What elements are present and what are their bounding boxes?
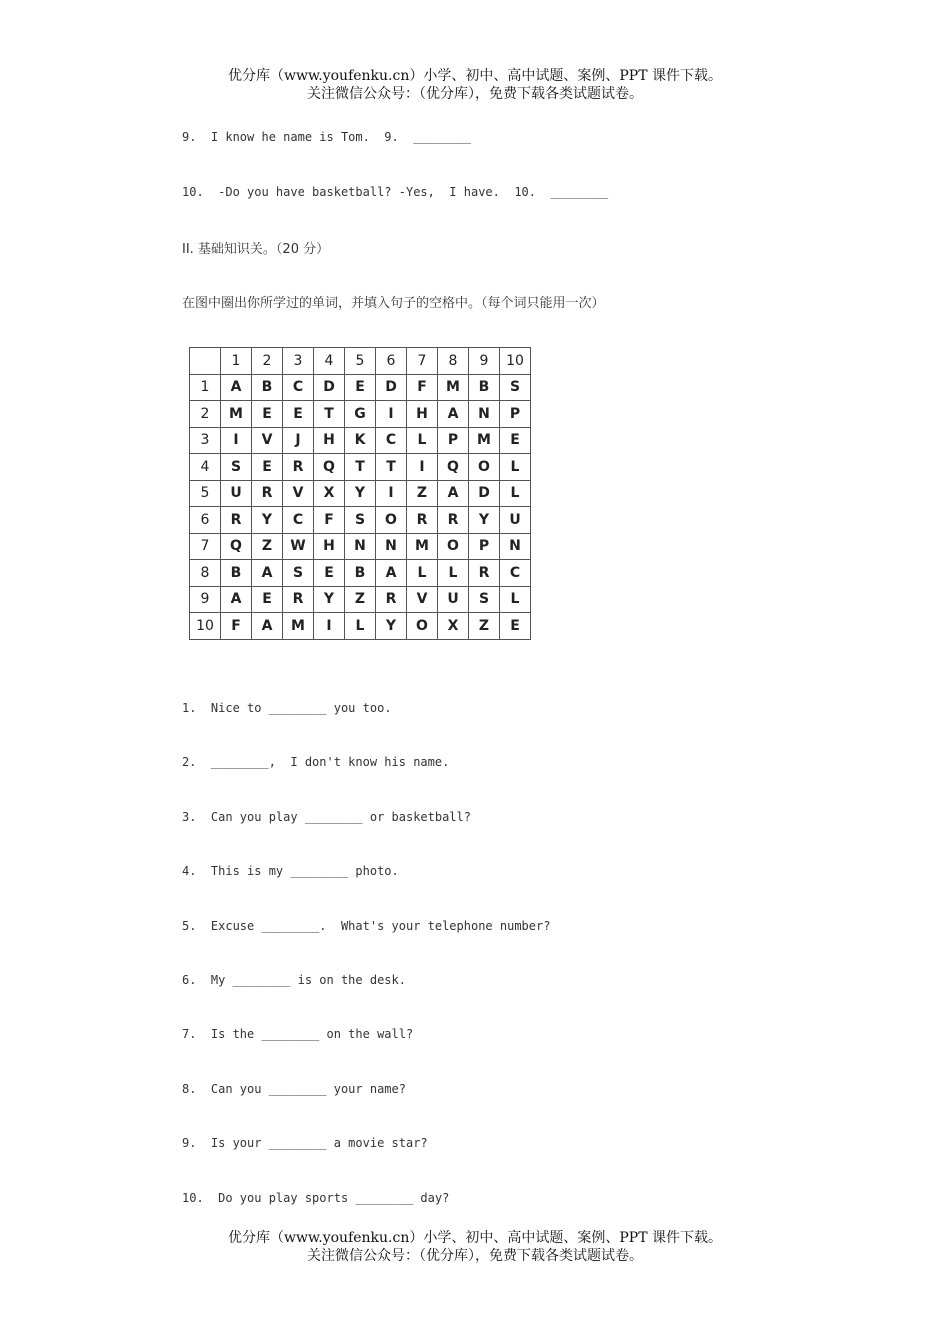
grid-letter-cell: Q (314, 454, 345, 481)
grid-letter-cell: T (314, 401, 345, 428)
grid-letter-cell: M (469, 427, 500, 454)
grid-letter-cell: A (221, 586, 252, 613)
grid-row-header: 5 (190, 480, 221, 507)
grid-col-header: 10 (500, 348, 531, 375)
grid-letter-cell: G (345, 401, 376, 428)
grid-header-row (190, 348, 531, 375)
section-instruction: 在图中圈出你所学过的单词，并填入句子的空格中。（每个词只能用一次） (182, 296, 605, 311)
grid-letter-cell: F (221, 613, 252, 640)
grid-letter-cell: Z (407, 480, 438, 507)
grid-col-header: 6 (376, 348, 407, 375)
grid-letter-cell: R (407, 507, 438, 534)
grid-letter-cell: R (283, 454, 314, 481)
grid-letter-cell: U (221, 480, 252, 507)
page-header (0, 67, 950, 103)
grid-row-header: 3 (190, 427, 221, 454)
grid-letter-cell: L (500, 480, 531, 507)
grid-letter-cell: R (438, 507, 469, 534)
grid-col-header: 7 (407, 348, 438, 375)
grid-letter-cell: M (407, 533, 438, 560)
grid-letter-cell: S (469, 586, 500, 613)
grid-letter-cell: Z (345, 586, 376, 613)
grid-letter-cell: L (407, 560, 438, 587)
grid-letter-cell: S (283, 560, 314, 587)
grid-letter-cell: R (283, 586, 314, 613)
grid-row-header: 6 (190, 507, 221, 534)
grid-letter-cell: Y (314, 586, 345, 613)
grid-letter-cell: S (345, 507, 376, 534)
grid-letter-cell: O (469, 454, 500, 481)
grid-letter-cell: L (407, 427, 438, 454)
grid-letter-cell: E (252, 454, 283, 481)
grid-letter-cell: I (376, 480, 407, 507)
grid-row (190, 374, 531, 401)
grid-letter-cell: I (407, 454, 438, 481)
grid-letter-cell: R (469, 560, 500, 587)
grid-row-header: 10 (190, 613, 221, 640)
grid-letter-cell: D (469, 480, 500, 507)
grid-row (190, 427, 531, 454)
grid-row-header: 8 (190, 560, 221, 587)
question-8: 8. Can you ________ your name? (182, 1082, 406, 1096)
grid-row (190, 613, 531, 640)
grid-letter-cell: M (221, 401, 252, 428)
grid-col-header: 2 (252, 348, 283, 375)
grid-letter-cell: H (314, 533, 345, 560)
grid-letter-cell: F (407, 374, 438, 401)
grid-letter-cell: E (500, 613, 531, 640)
grid-letter-cell: M (438, 374, 469, 401)
header-line-1: 优分库（www.youfenku.cn）小学、初中、高中试题、案例、PPT 课件下载。 (227, 68, 722, 84)
grid-letter-cell: U (500, 507, 531, 534)
grid-letter-cell: L (500, 454, 531, 481)
grid-letter-cell: X (314, 480, 345, 507)
grid-letter-cell: A (438, 401, 469, 428)
grid-letter-cell: O (438, 533, 469, 560)
top-item-10: 10. -Do you have basketball? -Yes, I have. 10. ________ (182, 185, 609, 199)
grid-letter-cell: L (438, 560, 469, 587)
question-3: 3. Can you play ________ or basketball? (182, 810, 471, 824)
grid-letter-cell: Y (252, 507, 283, 534)
grid-letter-cell: P (438, 427, 469, 454)
grid-letter-cell: V (283, 480, 314, 507)
question-5: 5. Excuse ________. What's your telephone number? (182, 919, 551, 933)
grid-letter-cell: P (500, 401, 531, 428)
grid-letter-cell: A (221, 374, 252, 401)
grid-letter-cell: M (283, 613, 314, 640)
grid-letter-cell: A (252, 613, 283, 640)
grid-row (190, 560, 531, 587)
grid-letter-cell: I (221, 427, 252, 454)
grid-letter-cell: N (376, 533, 407, 560)
grid-letter-cell: L (345, 613, 376, 640)
grid-letter-cell: C (500, 560, 531, 587)
grid-letter-cell: T (345, 454, 376, 481)
grid-letter-cell: H (314, 427, 345, 454)
question-10: 10. Do you play sports ________ day? (182, 1191, 450, 1205)
grid-letter-cell: C (376, 427, 407, 454)
grid-letter-cell: B (345, 560, 376, 587)
grid-letter-cell: C (283, 507, 314, 534)
grid-letter-cell: P (469, 533, 500, 560)
grid-row-header: 7 (190, 533, 221, 560)
grid-letter-cell: V (407, 586, 438, 613)
grid-letter-cell: E (283, 401, 314, 428)
grid-letter-cell: Y (376, 613, 407, 640)
grid-letter-cell: C (283, 374, 314, 401)
question-2: 2. ________, I don't know his name. (182, 755, 450, 769)
grid-row (190, 586, 531, 613)
grid-row (190, 454, 531, 481)
grid-letter-cell: J (283, 427, 314, 454)
grid-letter-cell: V (252, 427, 283, 454)
grid-col-header: 8 (438, 348, 469, 375)
grid-col-header (190, 348, 221, 375)
grid-letter-cell: Y (469, 507, 500, 534)
grid-letter-cell: U (438, 586, 469, 613)
grid-letter-cell: N (500, 533, 531, 560)
grid-col-header: 5 (345, 348, 376, 375)
grid-letter-cell: K (345, 427, 376, 454)
section-title: II. 基础知识关。（20 分） (182, 242, 330, 257)
grid-letter-cell: R (376, 586, 407, 613)
grid-row (190, 507, 531, 534)
question-1: 1. Nice to ________ you too. (182, 701, 392, 715)
grid-letter-cell: Y (345, 480, 376, 507)
grid-letter-cell: Z (469, 613, 500, 640)
grid-letter-cell: I (314, 613, 345, 640)
question-6: 6. My ________ is on the desk. (182, 973, 406, 987)
grid-col-header: 3 (283, 348, 314, 375)
grid-letter-cell: Q (438, 454, 469, 481)
grid-letter-cell: A (376, 560, 407, 587)
grid-letter-cell: E (500, 427, 531, 454)
grid-letter-cell: D (314, 374, 345, 401)
grid-col-header: 1 (221, 348, 252, 375)
grid-letter-cell: F (314, 507, 345, 534)
grid-letter-cell: L (500, 586, 531, 613)
grid-letter-cell: A (252, 560, 283, 587)
grid-row-header: 2 (190, 401, 221, 428)
grid-letter-cell: B (252, 374, 283, 401)
grid-row-header: 9 (190, 586, 221, 613)
grid-row (190, 401, 531, 428)
page-footer (0, 1229, 950, 1265)
grid-letter-cell: E (252, 401, 283, 428)
grid-letter-cell: S (500, 374, 531, 401)
grid-letter-cell: R (252, 480, 283, 507)
grid-letter-cell: E (314, 560, 345, 587)
grid-col-header: 9 (469, 348, 500, 375)
grid-letter-cell: N (345, 533, 376, 560)
footer-line-2: 关注微信公众号：（优分库），免费下载各类试题试卷。 (307, 1248, 643, 1264)
question-4: 4. This is my ________ photo. (182, 864, 399, 878)
grid-letter-cell: H (407, 401, 438, 428)
word-search-grid (189, 347, 531, 640)
grid-letter-cell: W (283, 533, 314, 560)
grid-row (190, 533, 531, 560)
grid-letter-cell: Q (221, 533, 252, 560)
grid-letter-cell: A (438, 480, 469, 507)
grid-letter-cell: N (469, 401, 500, 428)
grid-letter-cell: D (376, 374, 407, 401)
top-item-9: 9. I know he name is Tom. 9. ________ (182, 130, 471, 144)
grid-row-header: 4 (190, 454, 221, 481)
grid-letter-cell: X (438, 613, 469, 640)
grid-letter-cell: Z (252, 533, 283, 560)
grid-col-header: 4 (314, 348, 345, 375)
header-line-2: 关注微信公众号：（优分库），免费下载各类试题试卷。 (307, 86, 643, 102)
grid-letter-cell: O (407, 613, 438, 640)
grid-letter-cell: E (345, 374, 376, 401)
grid-row-header: 1 (190, 374, 221, 401)
grid-letter-cell: B (221, 560, 252, 587)
question-7: 7. Is the ________ on the wall? (182, 1027, 414, 1041)
grid-letter-cell: O (376, 507, 407, 534)
grid-letter-cell: R (221, 507, 252, 534)
grid-letter-cell: S (221, 454, 252, 481)
footer-line-1: 优分库（www.youfenku.cn）小学、初中、高中试题、案例、PPT 课件下载。 (227, 1230, 722, 1246)
grid-letter-cell: T (376, 454, 407, 481)
grid-row (190, 480, 531, 507)
question-9: 9. Is your ________ a movie star? (182, 1136, 428, 1150)
grid-letter-cell: I (376, 401, 407, 428)
grid-letter-cell: B (469, 374, 500, 401)
grid-letter-cell: E (252, 586, 283, 613)
